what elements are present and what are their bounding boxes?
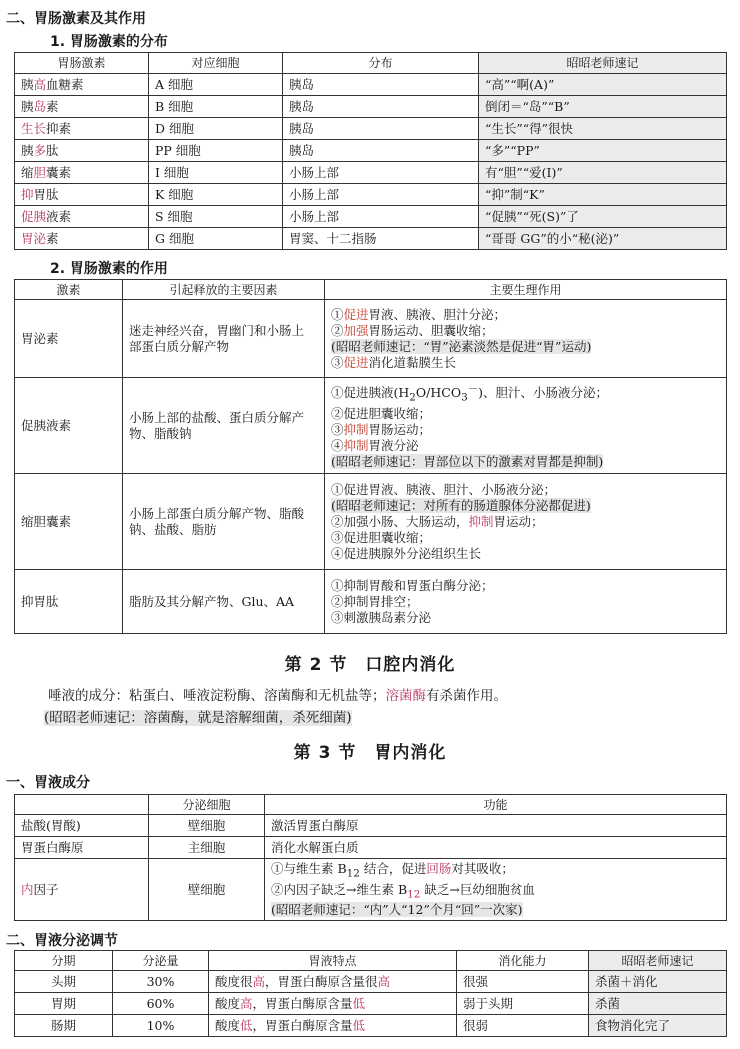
hormone-name: 胰高血糖素 [15,74,149,96]
table-row [15,74,727,96]
subsection-title-distribution: 1. 胃肠激素的分布 [50,34,168,50]
table-row-secretin [15,378,727,474]
column-header: 分期 [15,951,113,971]
memo-note: (昭昭老师速记：胃部位以下的激素对胃都是抑制) [331,453,604,469]
digestive-ability: 弱于头期 [457,993,589,1015]
hormone-name: 胃泌素 [15,228,149,250]
table-row-intrinsic-factor: 内因子 壁细胞 ①与维生素 $B_{12}$ 结合，促进回肠对其吸收； ②内因子缺乏→维生素 $B_{12}$ 缺乏→巨幼细胞贫血 (昭昭老师速记：“内”人“12”个月“回”一次家) [15,859,727,921]
table-header-row [15,951,727,971]
table-row [15,162,727,184]
memo-note: (昭昭老师速记：对所有的肠道腺体分泌都促进) [331,497,591,513]
juice-features: 酸度很高，胃蛋白酶原含量很高 [209,971,457,993]
table-row-gastrin [15,300,727,378]
chapter-title-gastric-digestion: 第 3 节 胃内消化 [293,743,447,763]
table-row [15,1015,727,1037]
cell-type: S 细胞 [149,206,283,228]
table-header-row [15,280,727,300]
saliva-memo: (昭昭老师速记：溶菌酶，就是溶解细菌，杀死细菌) [44,710,352,726]
hormone-name: 抑胃肽 [15,184,149,206]
table-row [15,993,727,1015]
memo-note: (昭昭老师速记：“胃”泌素淡然是促进“胃”运动) [331,338,592,354]
table-row: 盐酸(胃酸) 壁细胞 激活胃蛋白酶原 [15,815,727,837]
juice-features: 酸度低，胃蛋白酶原含量低 [209,1015,457,1037]
cell-type: PP 细胞 [149,140,283,162]
physiological-effects: ①促进胰液$(H_2O/HCO_3^-)$、胆汁、小肠液分泌； ②促进胆囊收缩； ③抑制胃肠运动； ④抑制胃液分泌 (昭昭老师速记：胃部位以下的激素对胃都是抑制) [325,378,727,474]
column-header: 主要生理作用 [325,280,727,300]
column-header [15,795,149,815]
column-header: 对应细胞 [149,53,283,74]
column-header: 分泌细胞 [149,795,265,815]
table-row-cck [15,474,727,570]
subsection-title-gastric-juice: 一、胃液成分 [6,775,90,791]
section-title-hormones: 二、胃肠激素及其作用 [6,11,146,27]
column-header: 功能 [265,795,727,815]
memo: “哥哥 GG”的小“秘(泌)” [479,228,727,250]
table-row [15,971,727,993]
memo: “多”“PP” [479,140,727,162]
memo: “高”“啊(A)” [479,74,727,96]
hormone-name: 促胰液素 [15,206,149,228]
juice-features: 酸度高，胃蛋白酶原含量低 [209,993,457,1015]
memo: “生长”“得”很快 [479,118,727,140]
cell-type: D 细胞 [149,118,283,140]
subsection-title-secretion-regulation: 二、胃液分泌调节 [6,933,118,949]
distribution: 胃窦、十二指肠 [283,228,479,250]
hormone-effects-table [14,279,727,634]
hormone-name: 胰多肽 [15,140,149,162]
secretion-amount: 30% [113,971,209,993]
distribution: 胰岛 [283,140,479,162]
distribution: 胰岛 [283,118,479,140]
cell-type: I 细胞 [149,162,283,184]
hormone-name: 促胰液素 [15,378,123,474]
distribution: 小肠上部 [283,162,479,184]
cell-type: A 细胞 [149,74,283,96]
distribution: 小肠上部 [283,184,479,206]
phase: 胃期 [15,993,113,1015]
column-header: 引起释放的主要因素 [123,280,325,300]
table-row [15,184,727,206]
column-header: 昭昭老师速记 [479,53,727,74]
table-row [15,228,727,250]
table-header-row [15,53,727,74]
memo-note: (昭昭老师速记：“内”人“12”个月“回”一次家) [271,902,523,917]
table-row [15,118,727,140]
physiological-effects: ①促进胃液、胰液、胆汁、小肠液分泌； (昭昭老师速记：对所有的肠道腺体分泌都促进) ②加强小肠、大肠运动，抑制胃运动； ③促进胆囊收缩； ④促进胰腺外分泌组织生长 [325,474,727,570]
release-factors: 小肠上部蛋白质分解产物、脂酸 钠、盐酸、脂肪 [123,474,325,570]
hormone-name: 胰岛素 [15,96,149,118]
column-header: 消化能力 [457,951,589,971]
secretion-amount: 10% [113,1015,209,1037]
subsection-title-effects: 2. 胃肠激素的作用 [50,261,168,277]
hormone-name: 缩胆囊素 [15,162,149,184]
hormone-name: 生长抑素 [15,118,149,140]
column-header: 胃液特点 [209,951,457,971]
chapter-title-oral-digestion: 第 2 节 口腔内消化 [284,655,456,675]
digestive-ability: 很强 [457,971,589,993]
hormone-name: 缩胆囊素 [15,474,123,570]
physiological-effects: ①促进胃液、胰液、胆汁分泌； ②加强胃肠运动、胆囊收缩； (昭昭老师速记：“胃”泌素淡然是促进“胃”运动) ③促进消化道黏膜生长 [325,300,727,378]
cell-type: G 细胞 [149,228,283,250]
distribution: 胰岛 [283,96,479,118]
phase: 肠期 [15,1015,113,1037]
release-factors: 脂肪及其分解产物、Glu、AA [123,570,325,634]
saliva-paragraph: 唾液的成分：粘蛋白、唾液淀粉酶、溶菌酶和无机盐等；溶菌酶有杀菌作用。 [48,688,507,704]
hormone-name: 胃泌素 [15,300,123,378]
column-header: 昭昭老师速记 [589,951,727,971]
column-header: 分布 [283,53,479,74]
hormone-name: 抑胃肽 [15,570,123,634]
memo: 倒闭＝“岛”“B” [479,96,727,118]
table-row [15,206,727,228]
phase: 头期 [15,971,113,993]
column-header: 分泌量 [113,951,209,971]
column-header: 胃肠激素 [15,53,149,74]
memo: 杀菌＋消化 [589,971,727,993]
memo: 杀菌 [589,993,727,1015]
distribution: 胰岛 [283,74,479,96]
cell-type: K 细胞 [149,184,283,206]
physiological-effects: ①抑制胃酸和胃蛋白酶分泌； ②抑制胃排空； ③刺激胰岛素分泌 [325,570,727,634]
cell-type: B 细胞 [149,96,283,118]
table-row: 胃蛋白酶原 主细胞 消化水解蛋白质 [15,837,727,859]
memo: 有“胆”“爱(I)” [479,162,727,184]
distribution: 小肠上部 [283,206,479,228]
table-row-gip [15,570,727,634]
release-factors: 小肠上部的盐酸、蛋白质分解产 物、脂酸钠 [123,378,325,474]
gastric-juice-table [14,794,727,921]
memo: 食物消化完了 [589,1015,727,1037]
memo: “促胰”“死(S)”了 [479,206,727,228]
digestive-ability: 很弱 [457,1015,589,1037]
memo: “抑”制“K” [479,184,727,206]
secretion-phase-table [14,950,727,1037]
table-row [15,96,727,118]
column-header: 激素 [15,280,123,300]
hormone-distribution-table [14,52,727,250]
table-header-row [15,795,727,815]
release-factors: 迷走神经兴奋，胃幽门和小肠上 部蛋白质分解产物 [123,300,325,378]
secretion-amount: 60% [113,993,209,1015]
table-row [15,140,727,162]
